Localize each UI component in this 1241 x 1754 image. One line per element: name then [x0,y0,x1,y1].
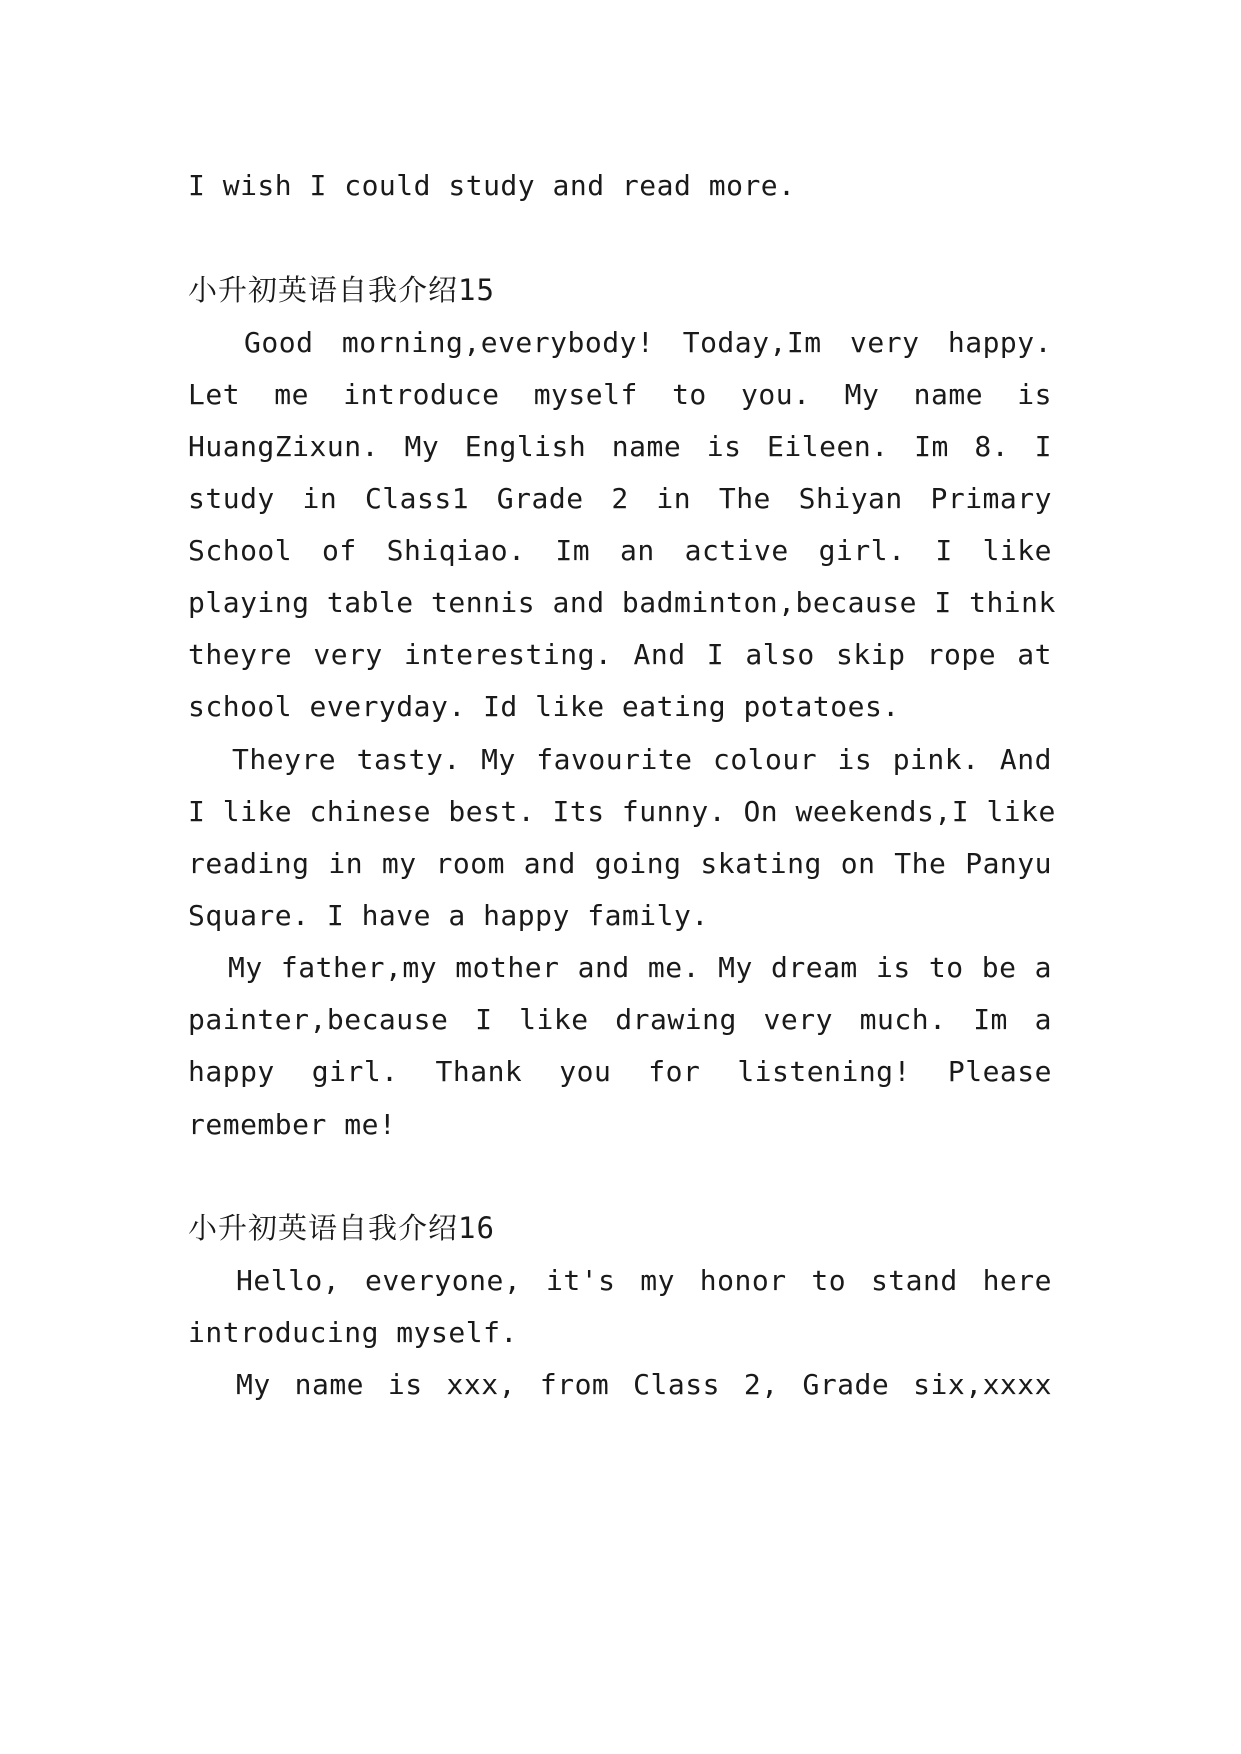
text-line: happy girl. Thank you for listening! Please [188,1055,1052,1088]
text-line: My name is xxx, from Class 2, Grade six,xxxx [236,1368,1052,1401]
text-line: HuangZixun. My English name is Eileen. Im 8. I [188,430,1052,463]
text-line: theyre very interesting. And I also skip rope at [188,638,1052,671]
text-line: introducing myself. [188,1316,518,1349]
document-page [188,0,1056,1754]
section-heading-15: 小升初英语自我介绍15 [188,273,495,307]
text-line: study in Class1 Grade 2 in The Shiyan Primary [188,482,1052,515]
text-line: I like chinese best. Its funny. On weekends,I like [188,795,1056,828]
text-line: I wish I could study and read more. [188,169,796,202]
text-line: reading in my room and going skating on The Panyu [188,847,1052,880]
text-line: Square. I have a happy family. [188,899,709,932]
text-line: Good morning,everybody! Today,Im very happy. [244,326,1052,359]
text-line: painter,because I like drawing very much. Im a [188,1003,1052,1036]
text-line: Let me introduce myself to you. My name is [188,378,1052,411]
text-line: Theyre tasty. My favourite colour is pink. And [232,743,1052,776]
text-line: My father,my mother and me. My dream is to be a [228,951,1052,984]
text-line: playing table tennis and badminton,because I think [188,586,1056,619]
text-line: school everyday. Id like eating potatoes. [188,690,900,723]
section-heading-16: 小升初英语自我介绍16 [188,1211,495,1245]
text-line: School of Shiqiao. Im an active girl. I like [188,534,1052,567]
text-line: Hello, everyone, it's my honor to stand here [236,1264,1052,1297]
text-line: remember me! [188,1108,397,1141]
